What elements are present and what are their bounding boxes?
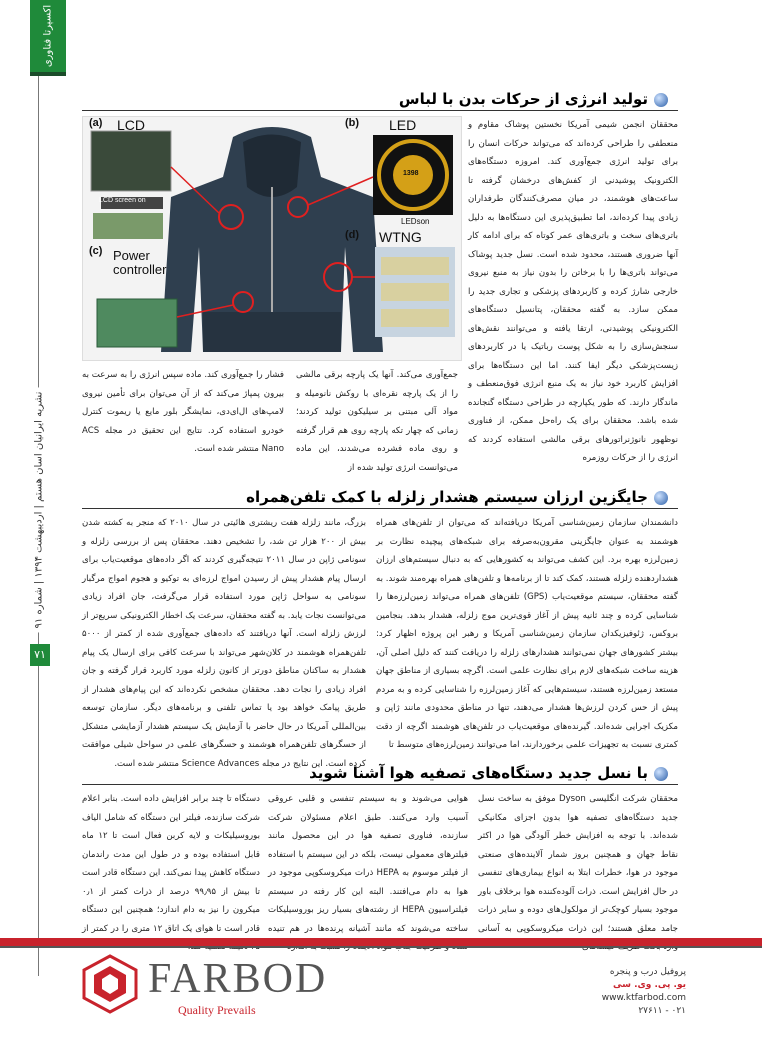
article2-title (246, 488, 668, 506)
article2-col-left: بزرگ، مانند زلزله هفت ریشتری هائیتی در سال ۲۰۱۰ که منجر به کشته شدن بیش از ۲۰۰ هزار تن شد، را تشخیص دهند. محققان پس از بررسی زلزله و سونامی ژاپن در سال ۲۰۱۱ نتیجه‌گیری کردند که اگر داده‌های موقعیت‌یاب برای ارسال پیام هشدار پیش از رسیدن امواج لرزه‌ای به توکیو و هجوم امواج مرگبار سونامی به سواحل ژاپن مورد استفاده قرار می‌گرفت، جان افراد زیادی می‌توانست نجات یابد. به گفته محققان، سرعت یک اخطار الکترونیکی سریع‌تر از لرزش زلزله است. آنها دریافتند که داده‌های جمع‌آوری شده از کمتر از ۵۰۰۰ تلفن‌همراه هوشمند در کلان‌شهر می‌تواند با سرعت کافی برای ارسال یک پیام هشدار به ساکنان مناطق دورتر از کانون زلزله مورد کاربرد قرار گرفته و جان افراد زیادی را نجات دهد. محققان مشخص نکرده‌اند که این پیام‌های هشدار از طریق پیامک خواهد بود یا تماس تلفنی و برنامه‌های دیگر. سازمان توسعه بین‌المللی آمریکا در حال حاضر با آزمایش یک سیستم هشدار آزمایشی متشکل از حسگرهای تلفن‌همراه هوشمند و حسگرهای علمی در سواحل شیلی موافقت کرده است. این نتایج در مجله Science Advances منتشر شده است. (82, 518, 367, 769)
article1-rule (82, 110, 678, 111)
article2-col-right: دانشمندان سازمان زمین‌شناسی آمریکا دریافته‌اند که می‌توان از تلفن‌های همراه هوشمند به عنوان جایگزینی مقرون‌به‌صرفه برای شبکه‌های پیچیده نظارت بر زمین‌لرزه بهره برد. این کشف می‌تواند به کشورهایی که به دنبال سیستم‌های ارزان هشداردهنده زلزله هستند، کمک کند تا از برنامه‌ها و تلفن‌های همراه بهره‌مند شوند. به گفته محققان، سیستم موقعیت‌یاب (GPS) تلفن‌های همراه می‌تواند زمین‌لرزه‌ها را شناسایی کرده و چند ثانیه پیش از آغاز قوی‌ترین موج زلزله، هشدار بدهد. بنجامین بروکس، ژئوفیزیکدان سازمان زمین‌شناسی آمریکا و رهبر این پروژه اظهار کرد: بیشتر کشورهای جهان نمی‌توانند هشدارهای زلزله را دریافت کنند که دلیل اصلی آن، هزینه ساخت شبکه‌های لازم برای نظارت علمی است. اگرچه بسیاری از مناطق جهان مستعد زمین‌لرزه هستند، سیستم‌هایی که آغاز زمین‌لرزه را شناسایی کرده و به مردم پیش از حس کردن لرزش‌ها هشدار می‌دهند، تنها در مناطق محدودی مانند ژاپن و مکزیک اجرایی شده‌اند. گیرنده‌های موقعیت‌یاب در تلفن‌های هوشمند اگرچه از دقت کمتری نسبت به تجهیزات علمی برخوردارند، اما می‌توانند زمین‌لرزه‌های متوسط تا (376, 518, 679, 750)
bullet-icon (654, 767, 668, 781)
section-tab-underline (30, 72, 66, 76)
side-caption (26, 360, 52, 660)
footer-line1: پروفیل درب و پنجره (609, 967, 686, 977)
farbod-logo-icon (82, 954, 138, 1014)
label-c: (c) (89, 245, 103, 257)
article3-col2: هوایی می‌شوند و به سیستم تنفسی و قلبی عروقی آسیب وارد می‌کنند. طبق اعلام مسئولان شرکت سازنده، فناوری تصفیه هوا در این محصول مانند فیلترهای معمولی نیست، بلکه در این سیستم با استفاده از فیلتر موسوم به HEPA ذرات میکروسکوپی موجود در هوا به دام می‌افتند. البته این کار رفته در سیستم فیلتراسیون HEPA از رشته‌های بسیار ریز بوروسیلیکات ساخته می‌شوند که مانند آشیانه پرنده‌ها در هم تنیده (268, 794, 468, 934)
hoodie-figure (82, 116, 462, 361)
bullet-icon (654, 93, 668, 107)
section-tab-label: اکسپرتا فناوری (42, 4, 54, 68)
page-number: ۷۱ (30, 644, 50, 666)
brand-tagline: Quality Prevails (178, 1003, 256, 1017)
side-caption-text: نشریه ایرانیان اسان هستم | اردیبهشت ۱۳۹۴ | شماره ۹۱ (34, 388, 45, 633)
brand-name: FARBOD (148, 956, 328, 1002)
article3-rule (82, 784, 678, 785)
bullet-icon (654, 491, 668, 505)
label-led: LED (389, 117, 417, 133)
article3-title (309, 764, 668, 782)
article2-title-text: جایگزین ارزان سیستم هشدار زلزله با کمک تلفن‌همراه (246, 488, 648, 506)
label-a: (a) (89, 117, 103, 129)
label-b: (b) (345, 117, 360, 129)
footer-line2: یو. پی. وی. سی (613, 980, 686, 990)
footer-website[interactable]: www.ktfarbod.com (601, 993, 686, 1003)
article3-col3: دستگاه تا چند برابر افزایش داده است. بنابر اعلام شرکت سازنده، فیلتر این دستگاه که شامل الیاف بوروسیلیکات و لایه کربن فعال است تا ۱۲ ماه قابل استفاده بوده و در طول این مدت راندمان دستگاه کاهش پیدا نمی‌کند. این دستگاه قادر است تا بیش از ۹۹٫۹۵ درصد از ذرات کمتر از ۰٫۱ میکرون را نیز به دام اندازد؛ همچنین این دستگاه قادر است تا هوای یک اتاق ۱۲ متری را در کمتر از (82, 794, 261, 934)
footer-band (0, 938, 762, 946)
article3-col1: محققان شرکت انگلیسی Dyson موفق به ساخت نسل جدید دستگاه‌های تصفیه هوا بدون اجزای مکانیکی شده‌اند. با توجه به افزایش خطر آلودگی هوا در اکثر نقاط جهان و همچنین بروز شمار آلاینده‌های صنعتی موجود در هوا، خطرات ابتلا به انواع بیماری‌های تنفسی در حال افزایش است. ذرات آلوده‌کننده هوا برخلاف باور موجود بسیار کوچک‌تر از مولکول‌های دوده و سایر ذرات جامد معلق هستند؛ این ذرات میکروسکوپی به آسانی (478, 794, 678, 934)
footer-phone: ۰۲۱ - ۲۷۶۱۱ (638, 1006, 686, 1016)
article2-rule (82, 508, 678, 509)
label-wtng: WTNG (379, 229, 422, 245)
article1-title-text: تولید انرژی از حرکات بدن با لباس (398, 90, 648, 108)
article1-col-mid: جمع‌آوری می‌کند. آنها یک پارچه برقی مالشی را از یک پارچه نقره‌ای با روکش نانومیله و مواد آلی مبتنی بر سیلیکون تولید کردند؛ زمانی که چهار تکه پارچه روی هم قرار گرفته و روی ماده فشرده می‌شدند، این ماده می‌توانست انرژی تولید شده از (296, 370, 458, 473)
label-lcd: LCD (117, 117, 146, 133)
label-led-on: LEDson (401, 217, 430, 226)
label-d: (d) (345, 229, 360, 241)
footer-contact (602, 966, 686, 1018)
section-tab (30, 0, 66, 72)
label-power-controller: Power controller (113, 248, 167, 277)
article3-title-text: با نسل جدید دستگاه‌های تصفیه هوا آشنا شوید (309, 764, 648, 782)
article1-col-left: فشار را جمع‌آوری کند. ماده سپس انرژی را به سرعت به بیرون پمپاژ می‌کند که از آن می‌توان برای تأمین نیروی لامپ‌های ال‌ای‌دی، نمایشگر بلور مایع یا ریموت کنترل خودرو استفاده کرد. نتایج این تحقیق در مجله ACS Nano منتشر شده است. (82, 370, 284, 454)
article1-col-right: محققان انجمن شیمی آمریکا نخستین پوشاک مقاوم و منعطفی را طراحی کرده‌اند که می‌تواند حرکات انسان را برای تولید انرژی جمع‌آوری کند. امروزه دستگاه‌های الکترونیک پوشیدنی از کفش‌های درخشان گرفته تا ساعت‌های هوشمند، در میان مصرف‌کنندگان طرفداران زیادی پیدا کرده‌اند، اما تطبیق‌پذیری این دستگاه‌ها به دلیل باتری‌های سخت و باتری‌های عمر کوتاه که برای ادامه کار آنها ضروری هستند، محدود شده است. نسل جدید پوشاک می‌تواند باتری‌ها را با برخاتن را بدون نیاز به منبع نیروی خارجی شارژ کرده و کاربردهای پزشکی و تجاری جدید را ممکن سازد. به گفته محققان، پتانسیل دستگاه‌های الکترونیکی پوشیدنی، ارتقا یافته و می‌توانند نقش‌های سنجش‌سازی را به شکل پوست رباتیک یا در کاربردهای زیست‌پزشکی دیگر ایفا کنند. اما این دستگاه‌ها برای افزایش کاربرد خود نیاز به یک منبع انرژی فوق‌منعطف و ماندگار دارند. که طور یکپارچه در طراحی دستگاه گنجانده شده باشد. محققان برای یک راه‌حل ممکن، از فناوری نوظهور نانوژنراتورهای برقی مالشی استفاده کردند که انرژی را از حرکات روزمره (468, 120, 678, 463)
label-lcd-screen-on: LCD screen on (99, 197, 146, 204)
footer-band-line (0, 946, 762, 948)
article1-title (399, 90, 668, 108)
label-seal-year: 1398 (403, 170, 419, 177)
